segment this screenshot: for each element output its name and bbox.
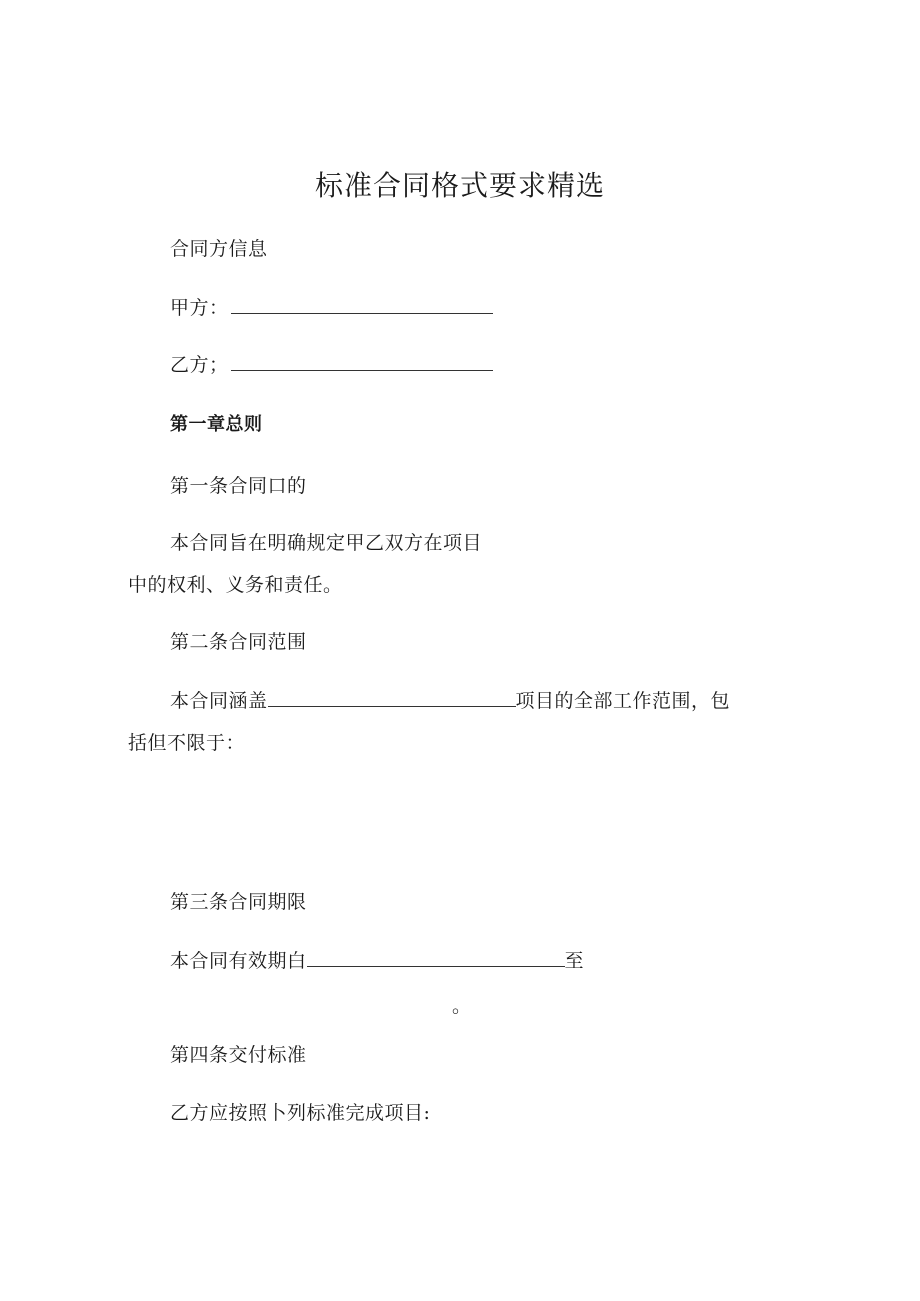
party-b-label: 乙方； <box>170 354 229 376</box>
article-1-body-line1: 本合同旨在明确规定甲乙双方在项目 <box>170 532 483 554</box>
party-a-blank <box>231 295 493 314</box>
article-1-title: 第一条合同口的 <box>170 475 307 497</box>
article-2-title: 第二条合同范围 <box>170 631 307 653</box>
article-3-body-end: 。 <box>452 995 472 1017</box>
party-info-heading: 合同方信息 <box>170 238 268 260</box>
article-2-body-line2: 括但不限于： <box>128 732 246 754</box>
party-a-row <box>170 295 493 320</box>
article-2-body-suffix: 项目的全部工作范围，包 <box>515 690 731 712</box>
article-1-body-line2: 中的权利、义务和责任。 <box>128 574 343 596</box>
chapter-1-heading: 第一章总则 <box>170 414 263 435</box>
article-4-body: 乙方应按照卜列标准完成项目: <box>170 1102 431 1124</box>
document-title: 标准合同格式要求精选 <box>314 169 605 202</box>
party-b-row <box>170 352 493 377</box>
article-2-body-prefix: 本合同涵盖 <box>170 690 268 712</box>
article-4-title: 第四条交付标准 <box>170 1044 307 1066</box>
article-2-project-blank <box>268 688 516 707</box>
article-2-body-line1 <box>170 688 730 713</box>
article-3-body-prefix: 本合同有效期白 <box>170 950 307 972</box>
party-b-blank <box>231 352 493 371</box>
party-a-label: 甲方： <box>170 297 229 319</box>
article-3-body-line1 <box>170 948 584 973</box>
article-3-start-blank <box>307 948 565 967</box>
article-3-title: 第三条合同期限 <box>170 891 307 913</box>
article-3-body-suffix: 至 <box>564 950 585 972</box>
